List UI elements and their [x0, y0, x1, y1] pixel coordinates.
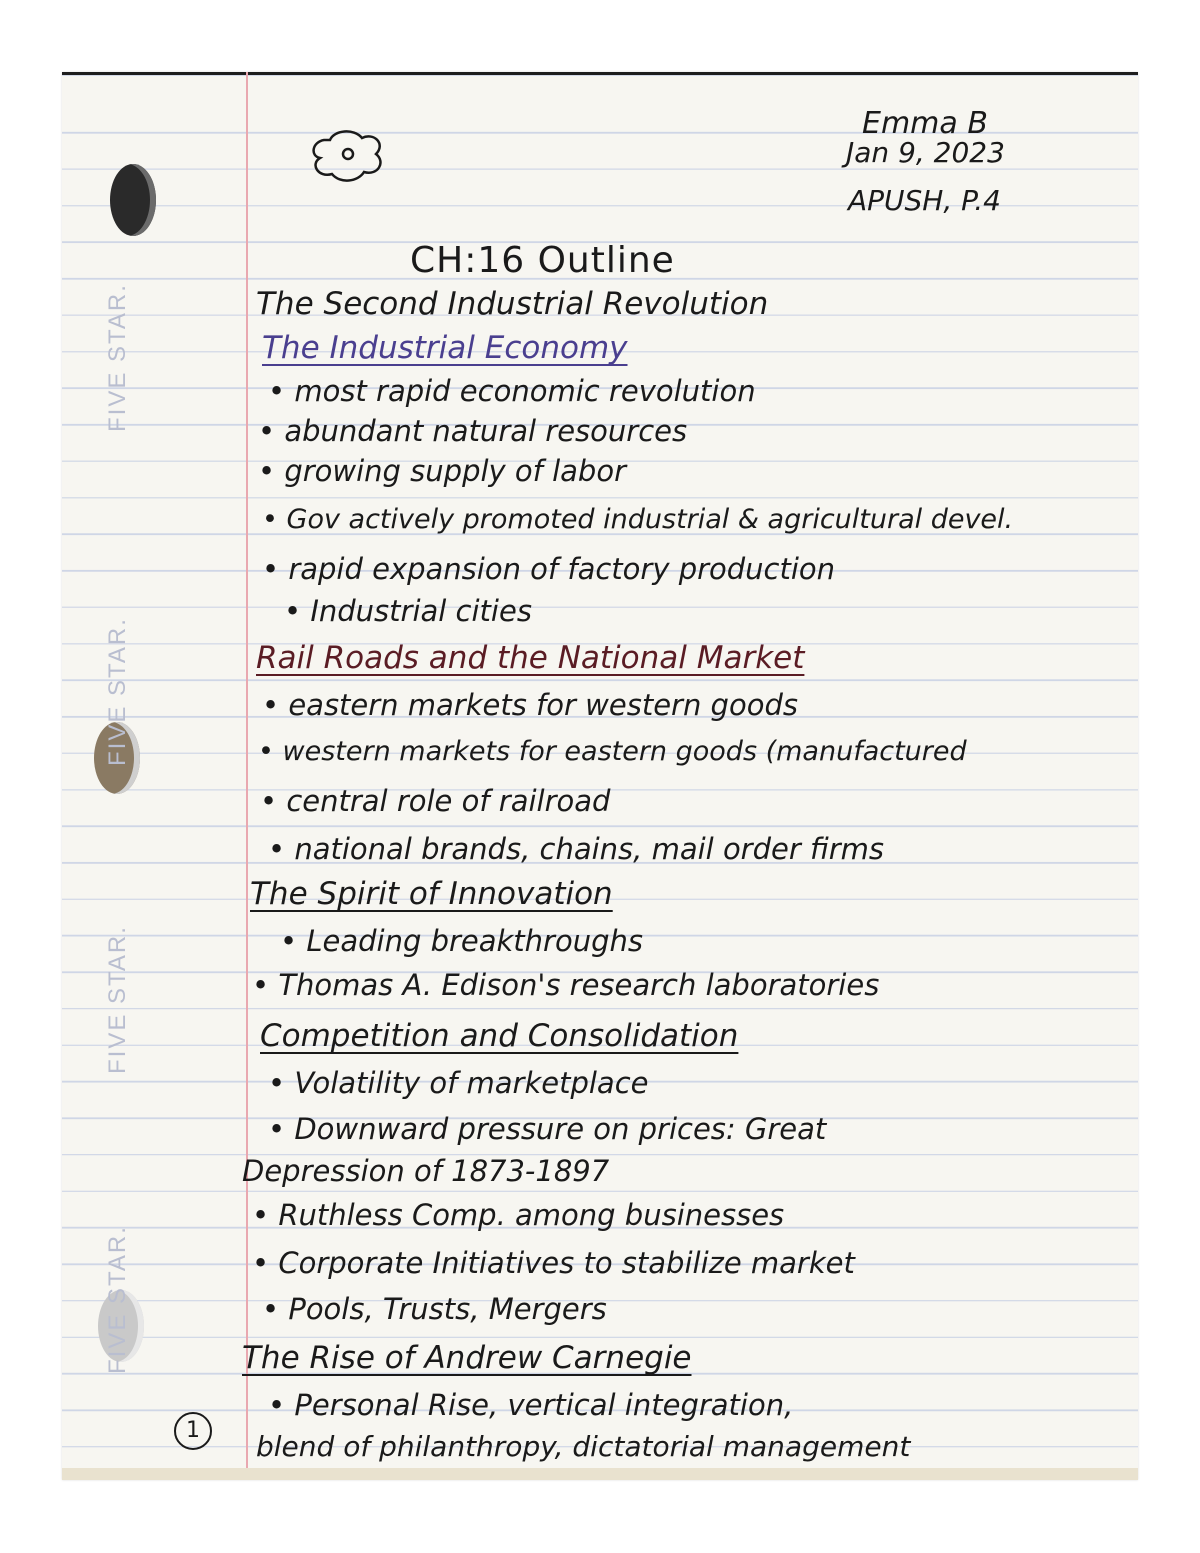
notebook-page — [62, 72, 1138, 1480]
section-heading: The Spirit of Innovation — [250, 876, 613, 912]
list-item: • most rapid economic revolution — [268, 374, 756, 408]
five-star-watermark: FIVE STAR. — [104, 617, 131, 766]
binder-hole — [110, 164, 156, 236]
list-item: • Gov actively promoted industrial & agricultural devel. — [262, 504, 1013, 535]
section-heading: The Rise of Andrew Carnegie — [242, 1340, 692, 1376]
list-item: • eastern markets for western goods — [262, 688, 798, 722]
note-date: Jan 9, 2023 — [846, 136, 1005, 169]
list-item: • Leading breakthroughs — [280, 924, 643, 958]
list-item: • Personal Rise, vertical integration, — [268, 1388, 793, 1422]
list-item: • Thomas A. Edison's research laboratories — [252, 968, 879, 1002]
list-item-continuation: Depression of 1873-1897 — [242, 1154, 610, 1188]
subtitle: The Second Industrial Revolution — [256, 286, 769, 322]
list-item: • Volatility of marketplace — [268, 1066, 648, 1100]
page-top-edge — [62, 72, 1138, 75]
list-item: • Industrial cities — [284, 594, 532, 628]
section-heading: Competition and Consolidation — [260, 1018, 739, 1054]
section-heading: Rail Roads and the National Market — [256, 640, 805, 676]
student-name: Emma B — [862, 106, 988, 141]
page-title: CH:16 Outline — [410, 240, 675, 281]
list-item: • rapid expansion of factory production — [262, 552, 835, 586]
list-item: • central role of railroad — [260, 784, 610, 818]
list-item: • western markets for eastern goods (manufactured — [258, 736, 967, 767]
list-item-continuation: blend of philanthropy, dictatorial management — [256, 1430, 911, 1463]
five-star-watermark: FIVE STAR. — [104, 283, 131, 432]
page-number: 1 — [174, 1412, 212, 1450]
list-item: • growing supply of labor — [258, 454, 626, 488]
list-item: • national brands, chains, mail order firms — [268, 832, 884, 866]
five-star-watermark: FIVE STAR. — [104, 925, 131, 1074]
five-star-watermark — [104, 1340, 132, 1374]
page-bottom-edge — [62, 1468, 1138, 1480]
section-heading: The Industrial Economy — [262, 330, 628, 366]
margin-line — [246, 72, 248, 1480]
list-item: • Corporate Initiatives to stabilize market — [252, 1246, 855, 1280]
list-item: • abundant natural resources — [258, 414, 687, 448]
class-period: APUSH, P.4 — [848, 184, 1001, 217]
list-item: • Pools, Trusts, Mergers — [262, 1292, 607, 1326]
list-item: • Downward pressure on prices: Great — [268, 1112, 826, 1146]
list-item: • Ruthless Comp. among businesses — [252, 1198, 784, 1232]
doodle-icon — [304, 128, 394, 188]
